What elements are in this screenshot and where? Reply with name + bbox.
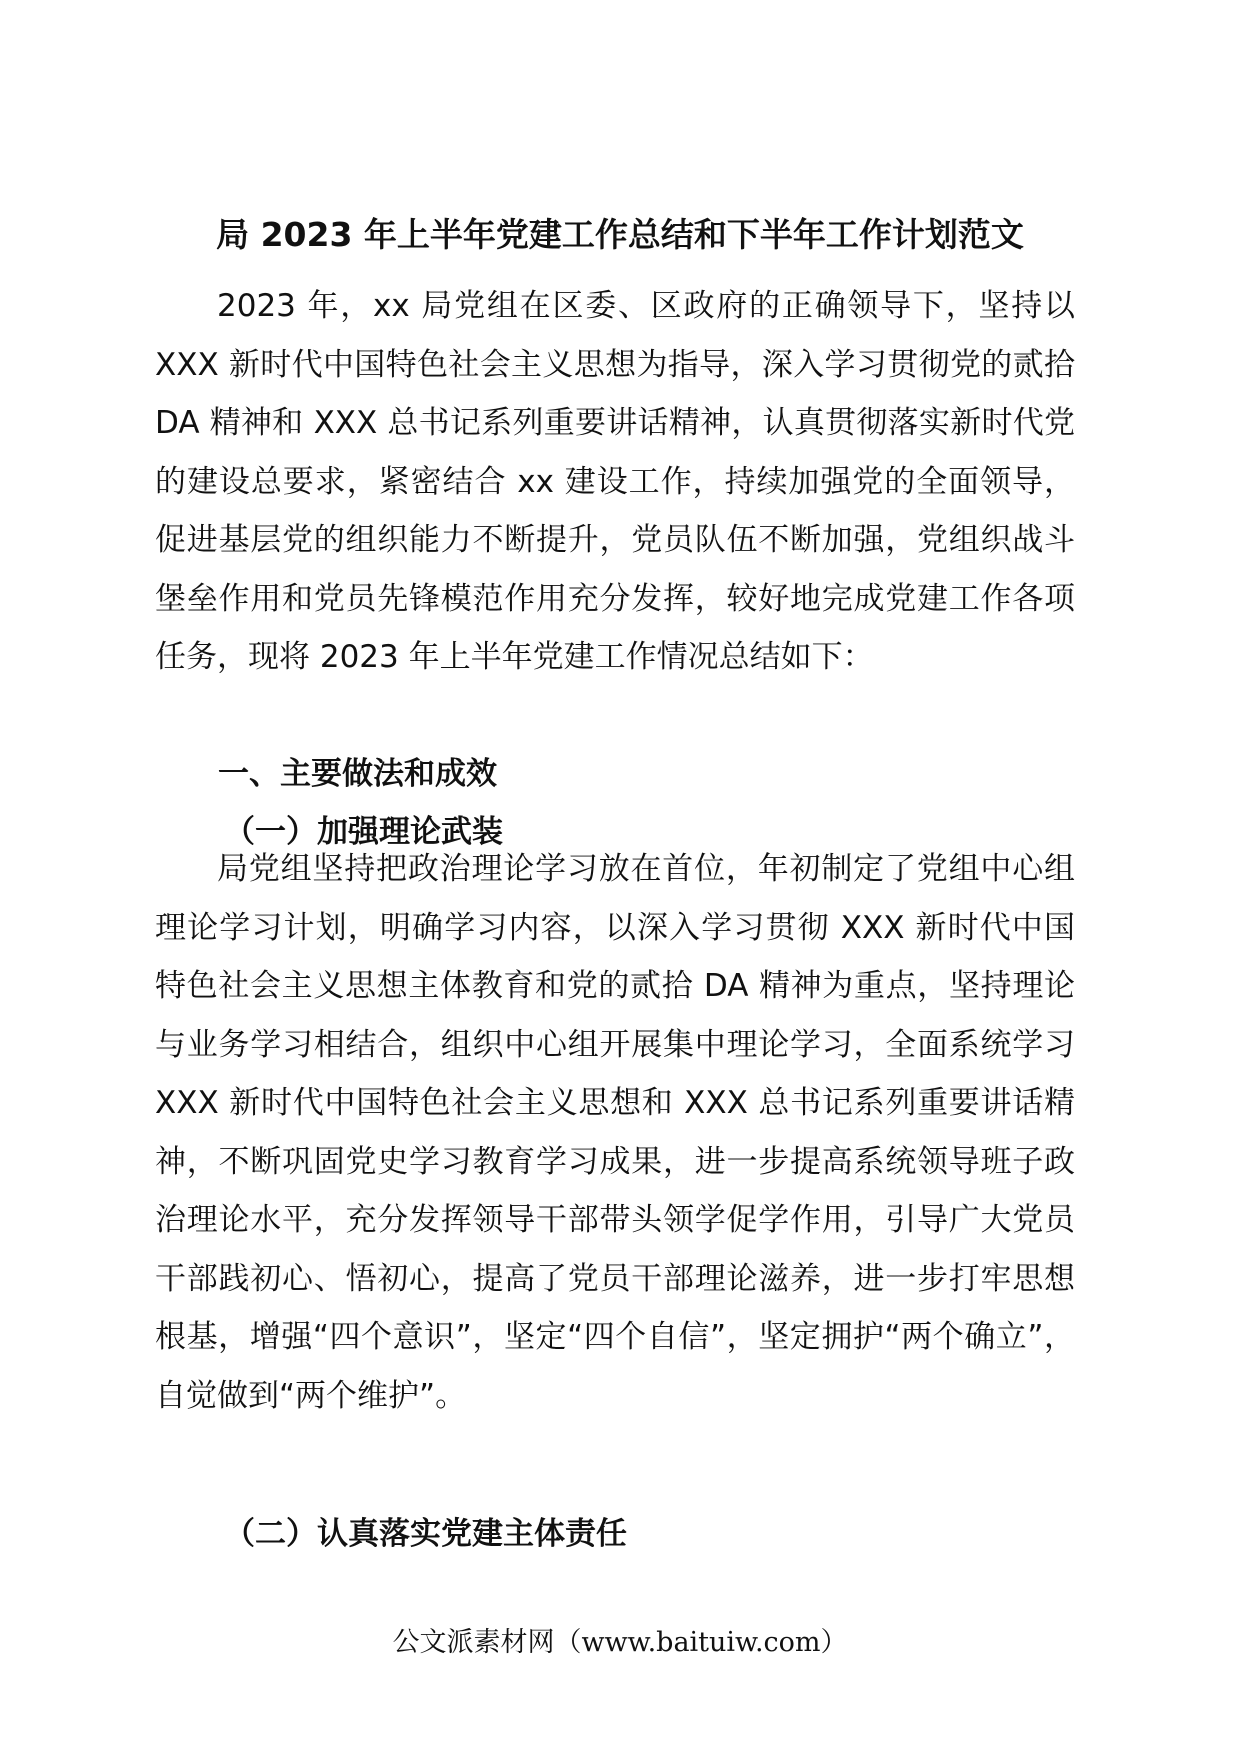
document-title: 局 2023 年上半年党建工作总结和下半年工作计划范文 xyxy=(216,215,1024,254)
theory-paragraph: 局党组坚持把政治理论学习放在首位，年初制定了党组中心组理论学习计划，明确学习内容，以深入学习贯彻 XXX 新时代中国特色社会主义思想主体教育和党的贰拾 DA 精神为重点，坚持理论与业务学习相结合，组织中心组开展集中理论学习，全面系统学习 XXX 新时代中国特色社会主义思想和 XXX 总书记系列重要讲话精神，不断巩固党史学习教育学习成果，进一步提高系统领导班子政治理论水平，充分发挥领导干部带头领学促学作用，引导广大党员干部践初心、悟初心，提高了党员干部理论滋养，进一步打牢思想根基，增强“四个意识”，坚定“四个自信”，坚定拥护“两个确立”，自觉做到“两个维护”。 xyxy=(155,851,1075,1414)
footer-watermark: 公文派素材网（www.baituiw.com） xyxy=(392,1627,848,1658)
intro-paragraph: 2023 年，xx 局党组在区委、区政府的正确领导下，坚持以 XXX 新时代中国特色社会主义思想为指导，深入学习贯彻党的贰拾 DA 精神和 XXX 总书记系列重要讲话精神，认真贯彻落实新时代党的建设总要求，紧密结合 xx 建设工作，持续加强党的全面领导，促进基层党的组织能力不断提升，党员队伍不断加强，党组织战斗堡垒作用和党员先锋模范作用充分发挥，较好地完成党建工作各项任务，现将 2023 年上半年党建工作情况总结如下： xyxy=(155,288,1075,675)
subsection-heading-responsibility: （二）认真落实党建主体责任 xyxy=(224,1516,627,1552)
subsection-heading-theory: （一）加强理论武装 xyxy=(224,814,503,850)
section-heading-main-practices: 一、主要做法和成效 xyxy=(218,756,497,792)
